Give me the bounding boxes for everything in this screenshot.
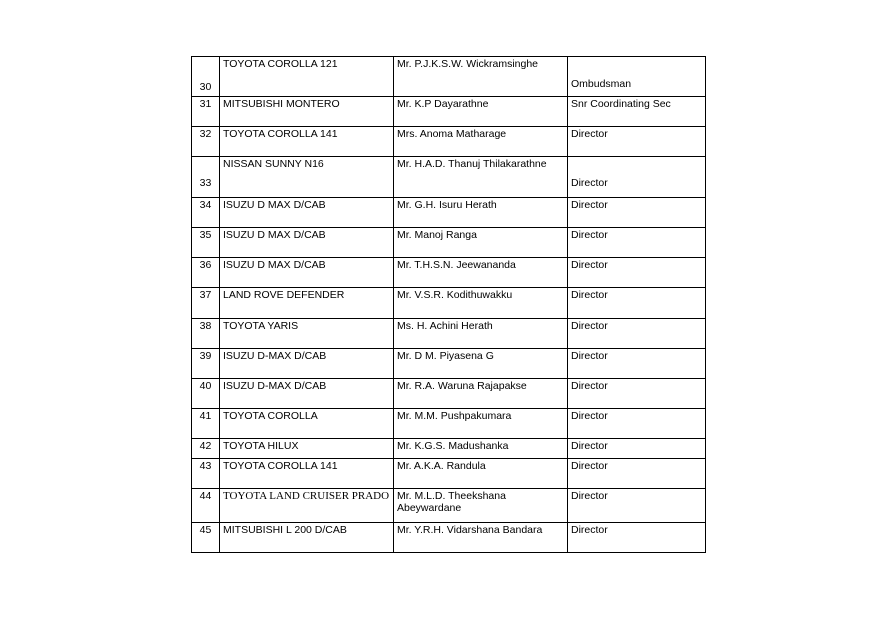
designation-cell: Director (568, 349, 706, 379)
officer-name-cell: Mr. Manoj Ranga (394, 228, 568, 258)
row-number: 39 (192, 349, 220, 379)
designation-cell: Director (568, 228, 706, 258)
vehicle-cell: TOYOTA COROLLA 121 (220, 57, 394, 97)
designation-cell: Director (568, 288, 706, 319)
officer-name-cell: Mr. H.A.D. Thanuj Thilakarathne (394, 157, 568, 198)
table-row (192, 319, 706, 349)
row-number: 30 (192, 57, 220, 97)
row-number: 44 (192, 489, 220, 523)
designation-cell: Director (568, 157, 706, 198)
row-number: 31 (192, 97, 220, 127)
table-row (192, 198, 706, 228)
vehicle-cell: TOYOTA LAND CRUISER PRADO (220, 489, 394, 523)
table-row (192, 127, 706, 157)
vehicle-cell: MITSUBISHI L 200 D/CAB (220, 523, 394, 553)
designation-cell: Ombudsman (568, 57, 706, 97)
table-row (192, 157, 706, 198)
designation-cell: Director (568, 459, 706, 489)
row-number: 35 (192, 228, 220, 258)
row-number: 38 (192, 319, 220, 349)
officer-name-cell: Mr. D M. Piyasena G (394, 349, 568, 379)
table-row (192, 258, 706, 288)
officer-name-cell: Mr. T.H.S.N. Jeewananda (394, 258, 568, 288)
designation-cell: Snr Coordinating Sec (568, 97, 706, 127)
row-number: 43 (192, 459, 220, 489)
vehicle-cell: ISUZU D MAX D/CAB (220, 258, 394, 288)
row-number: 45 (192, 523, 220, 553)
designation-cell: Director (568, 258, 706, 288)
vehicle-cell: TOYOTA COROLLA (220, 409, 394, 439)
table-row (192, 409, 706, 439)
vehicle-allocation-table (191, 56, 706, 553)
vehicle-cell: ISUZU D MAX D/CAB (220, 198, 394, 228)
row-number: 40 (192, 379, 220, 409)
designation-cell: Director (568, 439, 706, 459)
vehicle-cell: TOYOTA COROLLA 141 (220, 127, 394, 157)
row-number: 33 (192, 157, 220, 198)
vehicle-cell: TOYOTA HILUX (220, 439, 394, 459)
vehicle-cell: ISUZU D-MAX D/CAB (220, 349, 394, 379)
row-number: 42 (192, 439, 220, 459)
officer-name-cell: Mr. M.L.D. Theekshana Abeywardane (394, 489, 568, 523)
table-row (192, 228, 706, 258)
officer-name-cell: Mr. R.A. Waruna Rajapakse (394, 379, 568, 409)
table-body (192, 57, 706, 553)
vehicle-cell: TOYOTA YARIS (220, 319, 394, 349)
designation-cell: Director (568, 127, 706, 157)
designation-cell: Director (568, 489, 706, 523)
table-row (192, 97, 706, 127)
vehicle-cell: ISUZU D MAX D/CAB (220, 228, 394, 258)
vehicle-cell: NISSAN SUNNY N16 (220, 157, 394, 198)
officer-name-cell: Mr. Y.R.H. Vidarshana Bandara (394, 523, 568, 553)
table-row (192, 439, 706, 459)
officer-name-cell: Ms. H. Achini Herath (394, 319, 568, 349)
table-row (192, 489, 706, 523)
officer-name-cell: Mrs. Anoma Matharage (394, 127, 568, 157)
designation-cell: Director (568, 409, 706, 439)
officer-name-cell: Mr. K.P Dayarathne (394, 97, 568, 127)
officer-name-cell: Mr. A.K.A. Randula (394, 459, 568, 489)
row-number: 34 (192, 198, 220, 228)
vehicle-cell: MITSUBISHI MONTERO (220, 97, 394, 127)
table-row (192, 379, 706, 409)
vehicle-cell: TOYOTA COROLLA 141 (220, 459, 394, 489)
designation-cell: Director (568, 319, 706, 349)
designation-cell: Director (568, 523, 706, 553)
table-row (192, 523, 706, 553)
table-row (192, 288, 706, 319)
designation-cell: Director (568, 198, 706, 228)
row-number: 37 (192, 288, 220, 319)
row-number: 41 (192, 409, 220, 439)
officer-name-cell: Mr. K.G.S. Madushanka (394, 439, 568, 459)
vehicle-cell: ISUZU D-MAX D/CAB (220, 379, 394, 409)
officer-name-cell: Mr. P.J.K.S.W. Wickramsinghe (394, 57, 568, 97)
officer-name-cell: Mr. V.S.R. Kodithuwakku (394, 288, 568, 319)
officer-name-cell: Mr. G.H. Isuru Herath (394, 198, 568, 228)
designation-cell: Director (568, 379, 706, 409)
row-number: 36 (192, 258, 220, 288)
row-number: 32 (192, 127, 220, 157)
officer-name-cell: Mr. M.M. Pushpakumara (394, 409, 568, 439)
table-row (192, 459, 706, 489)
table-row (192, 349, 706, 379)
vehicle-cell: LAND ROVE DEFENDER (220, 288, 394, 319)
table-row (192, 57, 706, 97)
